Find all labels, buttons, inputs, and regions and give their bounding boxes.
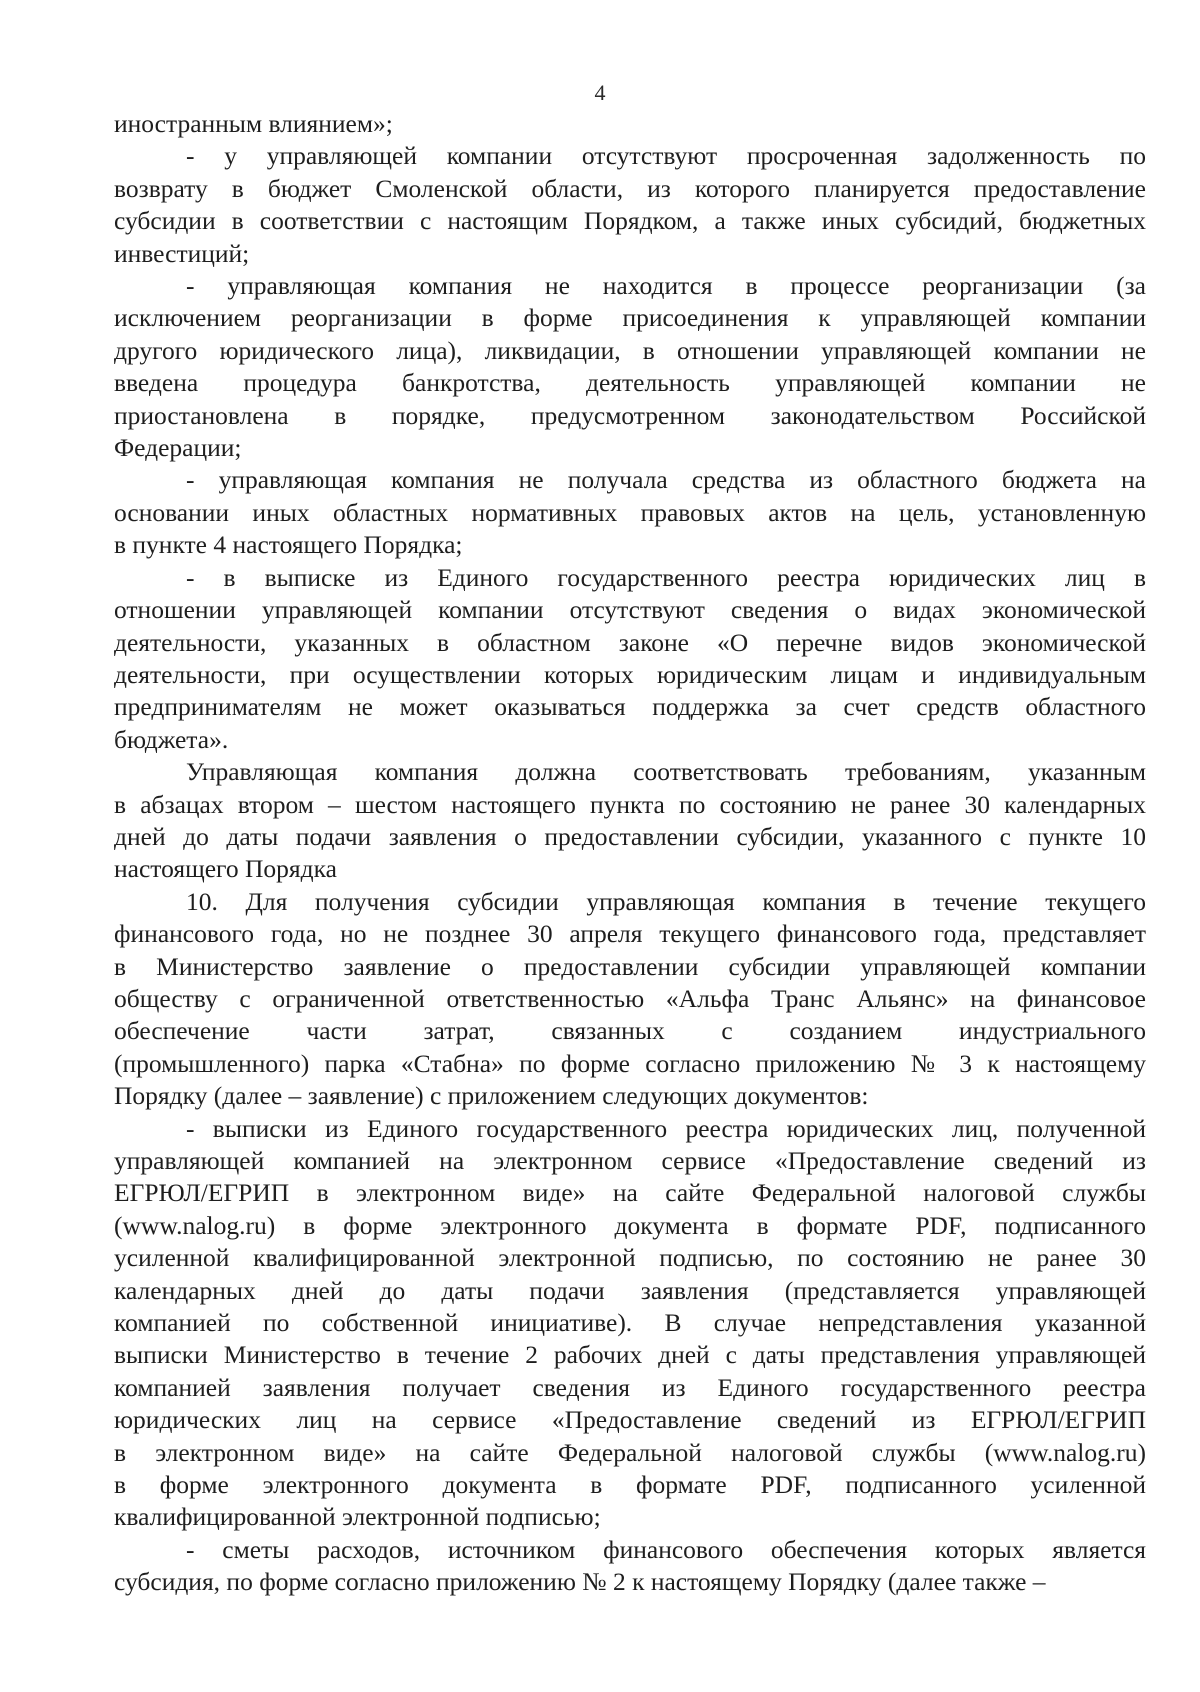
text-line: (промышленного) парка «Стабна» по форме согласно приложению № 3 к настоящему [114,1048,1146,1078]
text-line: Управляющая компания должна соответствовать требованиям, указанным [186,757,1146,787]
text-line: приостановлена в порядке, предусмотренном законодательством Российской [114,400,1146,430]
text-line: в абзацах втором – шестом настоящего пункта по состоянию не ранее 30 календарных [114,789,1146,819]
text-line: - управляющая компания не получала средства из областного бюджета на [186,465,1146,495]
paragraph [114,1534,1146,1599]
text-line: в пункте 4 настоящего Порядка; [114,530,463,560]
text-line: ЕГРЮЛ/ЕГРИП в электронном виде» на сайте Федеральной налоговой службы [114,1178,1146,1208]
text-line: настоящего Порядка [114,854,337,884]
text-line: в Министерство заявление о предоставлении субсидии управляющей компании [114,951,1146,981]
paragraph [114,270,1146,464]
text-line: деятельности, указанных в областном законе «О перечне видов экономической [114,627,1146,657]
text-line: бюджета». [114,724,229,754]
paragraph [114,1113,1146,1534]
text-line: обеспечение части затрат, связанных с созданием индустриального [114,1016,1146,1046]
paragraph [114,108,1146,140]
text-line: компанией заявления получает сведения из Единого государственного реестра [114,1372,1146,1402]
text-line: - выписки из Единого государственного реестра юридических лиц, полученной [186,1113,1146,1143]
text-line: дней до даты подачи заявления о предоставлении субсидии, указанного с пункте 10 [114,821,1146,851]
text-line: предпринимателям не может оказываться поддержка за счет средств областного [114,692,1146,722]
document-body [114,108,1146,1599]
paragraph [114,562,1146,756]
text-line: другого юридического лица), ликвидации, в отношении управляющей компании не [114,335,1146,365]
page-number: 4 [594,80,606,105]
text-line: возврату в бюджет Смоленской области, из которого планируется предоставление [114,173,1146,203]
text-line: субсидии в соответствии с настоящим Порядком, а также иных субсидий, бюджетных [114,206,1146,236]
text-line: выписки Министерство в течение 2 рабочих дней с даты представления управляющей [114,1340,1146,1370]
text-line: инвестиций; [114,238,250,268]
text-line: - в выписке из Единого государственного реестра юридических лиц в [186,562,1146,592]
text-line: обществу с ограниченной ответственностью «Альфа Транс Альянс» на финансовое [114,983,1146,1013]
text-line: Федерации; [114,433,242,463]
text-line: (www.nalog.ru) в форме электронного документа в формате PDF, подписанного [114,1210,1146,1240]
text-line: усиленной квалифицированной электронной подписью, по состоянию не ранее 30 [114,1243,1146,1273]
text-line: квалифицированной электронной подписью; [114,1502,601,1532]
text-line: - управляющая компания не находится в процессе реорганизации (за [186,271,1146,301]
text-line: Порядку (далее – заявление) с приложением следующих документов: [114,1081,869,1111]
text-line: в электронном виде» на сайте Федеральной налоговой службы (www.nalog.ru) [114,1437,1146,1467]
text-line: юридических лиц на сервисе «Предоставление сведений из ЕГРЮЛ/ЕГРИП [114,1405,1146,1435]
text-line: - у управляющей компании отсутствуют просроченная задолженность по [186,141,1146,171]
text-line: субсидия, по форме согласно приложению № 2 к настоящему Порядку (далее также – [114,1567,1046,1597]
text-line: финансового года, но не позднее 30 апреля текущего финансового года, представляет [114,919,1146,949]
text-line: в форме электронного документа в формате PDF, подписанного усиленной [114,1470,1146,1500]
paragraph [114,464,1146,561]
text-line: - сметы расходов, источником финансового обеспечения которых является [186,1534,1146,1564]
text-line: управляющей компанией на электронном сервисе «Предоставление сведений из [114,1146,1146,1175]
text-line: введена процедура банкротства, деятельность управляющей компании не [114,368,1146,398]
text-line: 10. Для получения субсидии управляющая компания в течение текущего [186,886,1146,916]
text-line: исключением реорганизации в форме присоединения к управляющей компании [114,303,1146,333]
paragraph [114,886,1146,1113]
text-line: календарных дней до даты подачи заявления (представляется управляющей [114,1275,1146,1305]
text-line: компанией по собственной инициативе). В случае непредставления указанной [114,1308,1146,1338]
paragraph [114,140,1146,270]
text-line: отношении управляющей компании отсутствуют сведения о видах экономической [114,595,1146,625]
text-line: иностранным влиянием»; [114,109,393,138]
text-line: основании иных областных нормативных правовых актов на цель, установленную [114,497,1146,527]
paragraph [114,756,1146,886]
text-line: деятельности, при осуществлении которых юридическим лицам и индивидуальным [114,659,1146,689]
